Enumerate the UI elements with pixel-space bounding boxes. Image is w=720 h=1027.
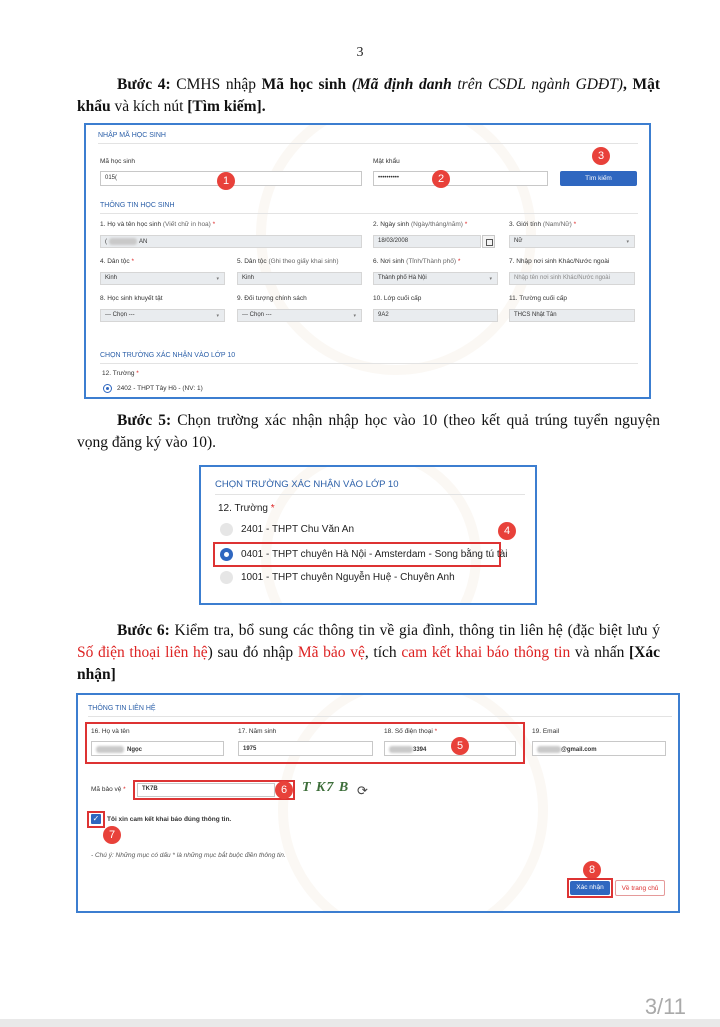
contact-info-screenshot — [76, 693, 680, 913]
password-input[interactable]: •••••••••• — [373, 171, 548, 186]
final-class-input[interactable]: 9A2 — [373, 309, 498, 322]
field16-label: 16. Họ và tên — [91, 728, 130, 735]
refresh-captcha-icon[interactable]: ⟳ — [357, 783, 368, 798]
step4-paragraph: Bước 4: CMHS nhập Mã học sinh (Mã định danh trên CSDL ngành GDĐT), Mật khẩu và kích nút [Tìm kiếm]. — [77, 76, 661, 115]
page-indicator: 3/11 — [644, 994, 686, 1019]
page-number: 3 — [356, 45, 364, 60]
school-field-label: 12. Trường * — [218, 503, 275, 514]
gender-select[interactable]: Nữ ▾ — [509, 235, 635, 248]
field3-label: 3. Giới tính (Nam/Nữ) * — [509, 221, 577, 228]
commit-checkbox[interactable]: ✓ — [92, 814, 100, 823]
field8-label: 8. Học sinh khuyết tật — [100, 295, 163, 302]
school-radio-1001[interactable] — [220, 571, 233, 584]
confirm-button[interactable]: Xác nhận — [570, 881, 610, 895]
badge-4: 4 — [498, 522, 516, 540]
chevron-down-icon: ▾ — [353, 313, 356, 319]
school-option-1001: 1001 - THPT chuyên Nguyễn Huệ - Chuyên Anh — [241, 572, 455, 583]
school-option-label: 2402 - THPT Tây Hồ - (NV: 1) — [117, 385, 203, 392]
choose-school-screenshot — [199, 465, 537, 605]
field18-label: 18. Số điện thoại * — [384, 728, 438, 735]
field2-label: 2. Ngày sinh (Ngày/tháng/năm) * — [373, 221, 468, 228]
field4-label: 4. Dân tộc * — [100, 258, 134, 265]
student-lookup-screenshot — [84, 123, 651, 399]
field17-label: 17. Năm sinh — [238, 728, 277, 735]
captcha-input[interactable]: TK7B — [137, 783, 275, 797]
choose-school-title: CHỌN TRƯỜNG XÁC NHẬN VÀO LỚP 10 — [215, 479, 399, 490]
search-button[interactable]: Tìm kiếm — [560, 171, 637, 186]
home-button[interactable]: Về trang chủ — [615, 880, 665, 896]
captcha-image: T K7 B — [302, 780, 350, 795]
badge-5: 5 — [451, 737, 469, 755]
badge-7: 7 — [103, 826, 121, 844]
email-input[interactable]: @gmail.com — [532, 741, 666, 756]
field9-label: 9. Đối tượng chính sách — [237, 295, 307, 302]
field6-label: 6. Nơi sinh (Tỉnh/Thành phố) * — [373, 258, 461, 265]
other-birthplace-input[interactable]: Nhập tên nơi sinh Khác/Nước ngoài — [509, 272, 635, 285]
badge-1: 1 — [217, 172, 235, 190]
bottom-bar — [0, 1019, 720, 1027]
chevron-down-icon: ▾ — [216, 276, 219, 282]
section-title-contact: THÔNG TIN LIÊN HỆ — [88, 705, 156, 712]
captcha-label: Mã bảo vệ * — [91, 786, 126, 793]
chevron-down-icon: ▾ — [489, 276, 492, 282]
school-option-2401: 2401 - THPT Chu Văn An — [241, 524, 355, 535]
birthplace-select[interactable]: Thành phố Hà Nội ▾ — [373, 272, 498, 285]
student-name-input[interactable]: ( AN — [100, 235, 362, 248]
password-label: Mật khẩu — [373, 158, 400, 165]
badge-2: 2 — [432, 170, 450, 188]
final-school-input[interactable]: THCS Nhật Tân — [509, 309, 635, 322]
school-radio-2401[interactable] — [220, 523, 233, 536]
section-title-confirm-school: CHỌN TRƯỜNG XÁC NHẬN VÀO LỚP 10 — [100, 352, 236, 359]
section-title-student-info: THÔNG TIN HỌC SINH — [100, 202, 175, 209]
birthdate-input[interactable]: 18/03/2008 — [373, 235, 481, 248]
badge-3: 3 — [592, 147, 610, 165]
phone-input[interactable]: 3394 — [384, 741, 516, 756]
step5-paragraph: Bước 5: Chọn trường xác nhận nhập học vào 10 (theo kết quả trúng tuyển nguyện vọng đăng ký vào 10). — [77, 412, 660, 451]
field11-label: 11. Trường cuối cấp — [509, 295, 567, 302]
school-radio-selected[interactable] — [103, 384, 112, 393]
calendar-icon[interactable] — [482, 235, 495, 248]
school-radio-0401-selected[interactable] — [220, 548, 233, 561]
birth-year-input[interactable]: 1975 — [238, 741, 373, 756]
step6-paragraph: Bước 6: Kiểm tra, bổ sung các thông tin về gia đình, thông tin liên hệ (đặc biệt lưu ý Số điện thoại liên hệ) sau đó nhập Mã bảo vệ, tích cam kết khai báo thông tin và nhấn [Xác nhận] — [77, 622, 661, 683]
badge-8: 8 — [583, 861, 601, 879]
step4-label: Bước 4: — [117, 76, 171, 93]
field5-label: 5. Dân tộc (Ghi theo giấy khai sinh) — [237, 258, 339, 265]
field19-label: 19. Email — [532, 728, 560, 735]
commit-text: Tôi xin cam kết khai báo đúng thông tin. — [107, 816, 232, 823]
parent-name-input[interactable]: Ngọc — [91, 741, 224, 756]
badge-6: 6 — [275, 781, 293, 799]
school-option-0401: 0401 - THPT chuyên Hà Nội - Amsterdam - Song bằng tú tài — [241, 549, 508, 560]
disability-select[interactable]: --- Chọn --- ▾ — [100, 309, 225, 322]
ethnicity-birth-cert-input[interactable]: Kinh — [237, 272, 362, 285]
section-title-student-code: NHẬP MÃ HỌC SINH — [98, 132, 166, 139]
chevron-down-icon: ▾ — [216, 313, 219, 319]
required-note: - Chú ý: Những mục có dấu * là những mục bắt buộc điền thông tin. — [91, 852, 286, 859]
field12-label: 12. Trường * — [102, 370, 139, 377]
student-code-input[interactable]: 015( — [100, 171, 362, 186]
chevron-down-icon: ▾ — [626, 239, 629, 245]
field1-label: 1. Họ và tên học sinh (Viết chữ in hoa) * — [100, 221, 216, 228]
field10-label: 10. Lớp cuối cấp — [373, 295, 422, 302]
student-code-label: Mã học sinh — [100, 158, 136, 165]
ethnicity-select[interactable]: Kinh ▾ — [100, 272, 225, 285]
policy-select[interactable]: --- Chọn --- ▾ — [237, 309, 362, 322]
field7-label: 7. Nhập nơi sinh Khác/Nước ngoài — [509, 258, 610, 265]
